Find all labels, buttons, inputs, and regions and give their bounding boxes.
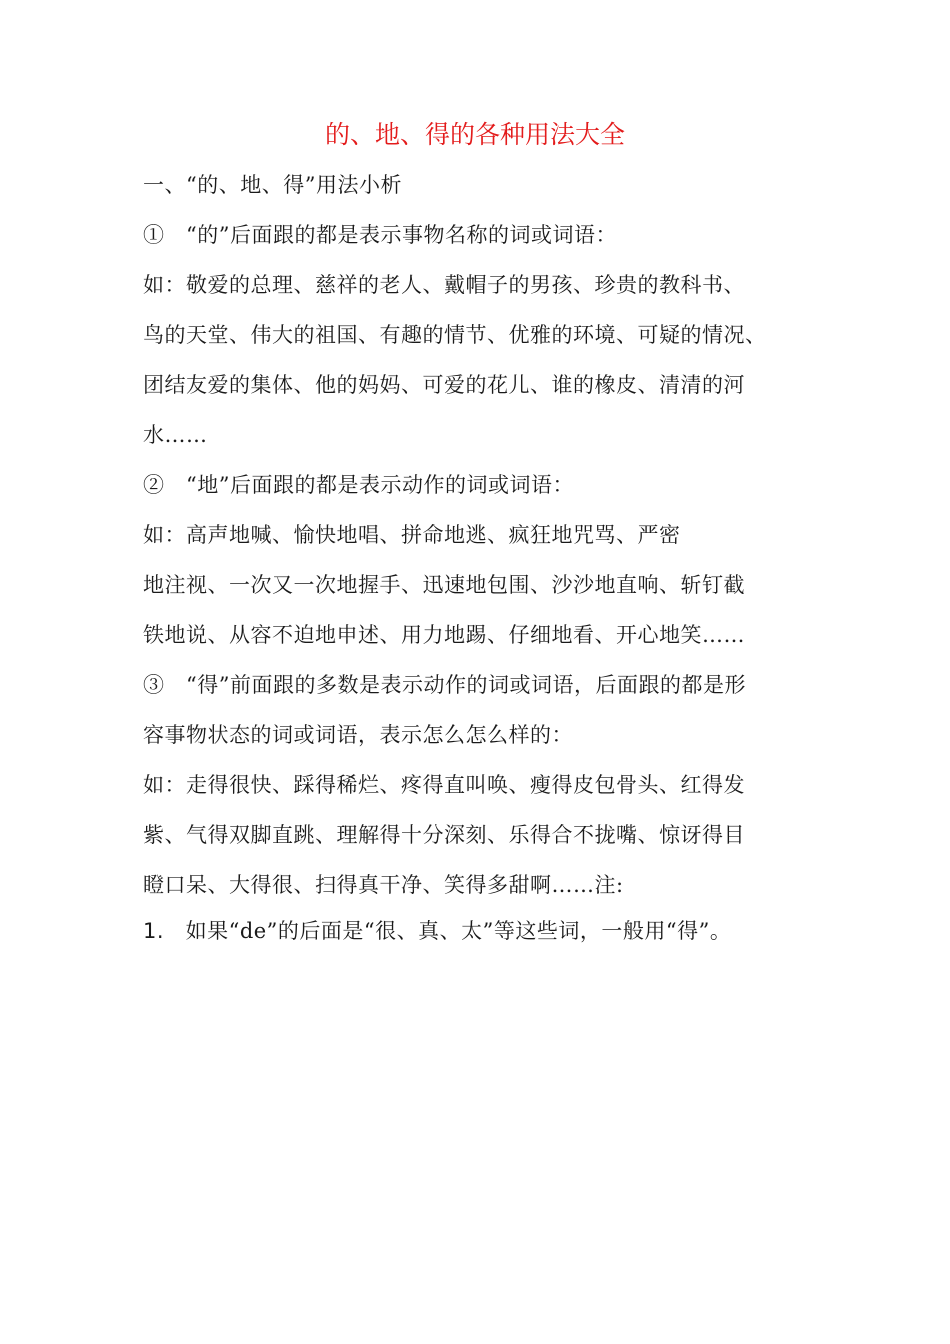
rule-3-heading-cont: 容事物状态的词或词语，表示怎么怎么样的： [143, 723, 573, 747]
example-line: 水…… [143, 423, 208, 447]
note-number: 1. [143, 919, 165, 943]
example-line: 如：敬爱的总理、慈祥的老人、戴帽子的男孩、珍贵的教科书、 [143, 273, 745, 297]
note-text: 如果“de”的后面是“很、真、太”等这些词，一般用“得”。 [185, 919, 732, 943]
example-line: 团结友爱的集体、他的妈妈、可爱的花儿、谁的橡皮、清清的河 [143, 373, 745, 397]
example-line: 铁地说、从容不迫地申述、用力地踢、仔细地看、开心地笑…… [143, 623, 745, 647]
example-line: 紫、气得双脚直跳、理解得十分深刻、乐得合不拢嘴、惊讶得目 [143, 823, 745, 847]
rule-2-heading: ② “地”后面跟的都是表示动作的词或词语： [143, 473, 574, 497]
note-item [143, 916, 731, 946]
document-title: 的、地、得的各种用法大全 [324, 120, 625, 149]
example-line: 如：高声地喊、愉快地唱、拼命地逃、疯狂地咒骂、严密 [143, 523, 681, 547]
example-line: 鸟的天堂、伟大的祖国、有趣的情节、优雅的环境、可疑的情况、 [143, 323, 767, 347]
rule-1-heading: ① “的”后面跟的都是表示事物名称的词或词语： [143, 223, 617, 247]
example-line: 如：走得很快、踩得稀烂、疼得直叫唤、瘦得皮包骨头、红得发 [143, 773, 745, 797]
rule-3-heading: ③ “得”前面跟的多数是表示动作的词或词语，后面跟的都是形 [143, 673, 746, 697]
section-heading: 一、“的、地、得”用法小析 [143, 173, 402, 197]
example-line: 地注视、一次又一次地握手、迅速地包围、沙沙地直响、斩钉截 [143, 573, 745, 597]
example-line: 瞪口呆、大得很、扫得真干净、笑得多甜啊……注: [143, 873, 624, 897]
